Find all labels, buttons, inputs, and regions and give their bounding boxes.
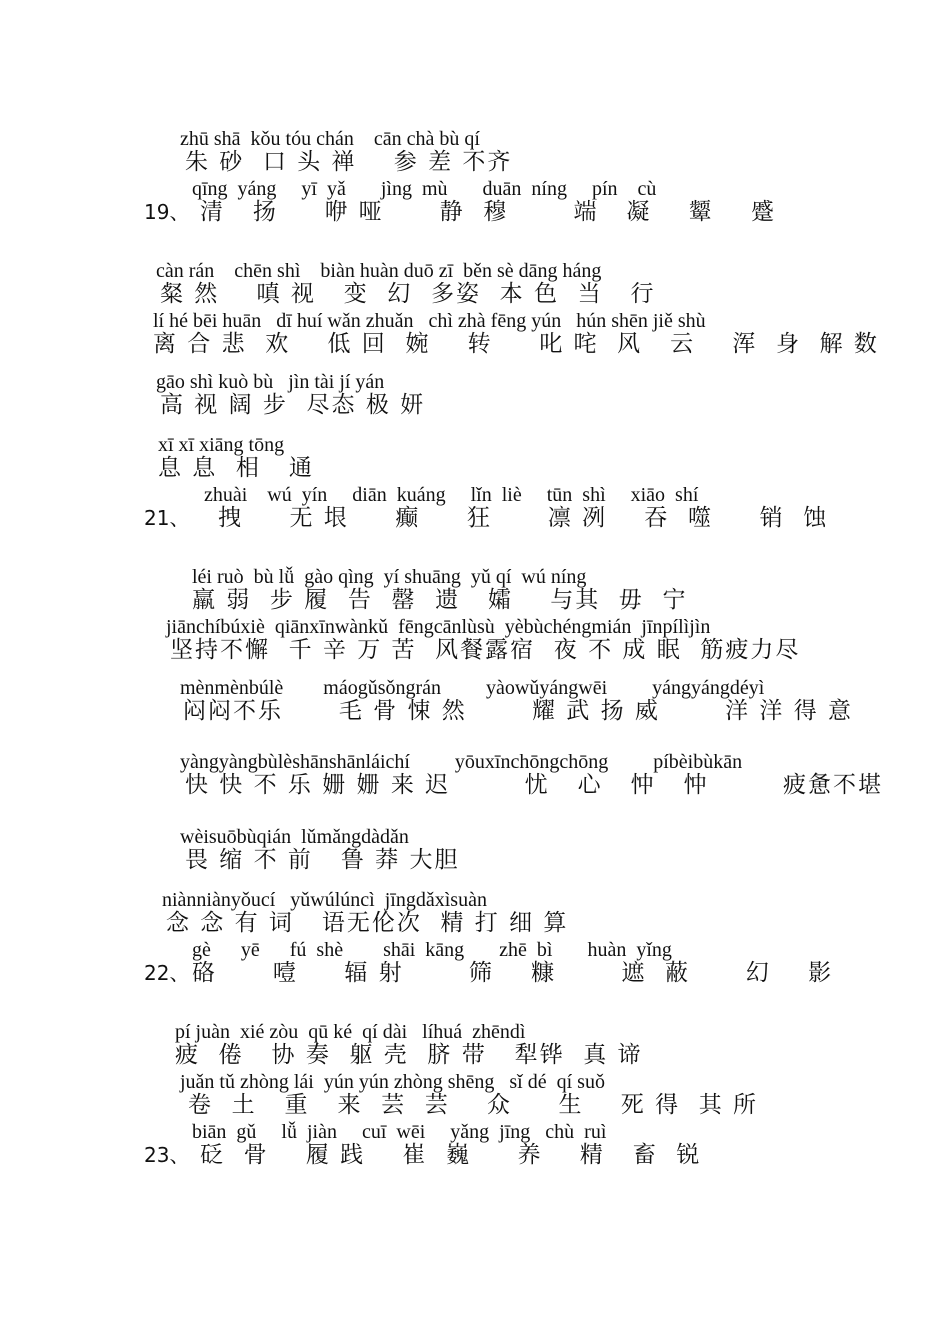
pinyin-line: wèisuōbùqián lǔmǎngdàdǎn bbox=[180, 826, 409, 848]
pinyin-line: lí hé bēi huān dī huí wǎn zhuǎn chì zhà fēng yún hún shēn jiě shù bbox=[153, 310, 706, 332]
hanzi-line: 离 合 悲 欢 低 回 婉 转 叱 咤 风 云 浑 身 解 数 bbox=[153, 331, 879, 357]
hanzi-line: 闷闷不乐 毛 骨 悚 然 耀 武 扬 威 洋 洋 得 意 bbox=[183, 698, 854, 724]
item-number: 23、 bbox=[144, 1143, 190, 1167]
pinyin-line: niànniànyǒucí yǔwúlúncì jīngdǎxìsuàn bbox=[162, 889, 487, 911]
pinyin-line: jiānchíbúxiè qiānxīnwànkǔ fēngcānlùsù yèbùchéngmián jīnpílìjìn bbox=[166, 616, 711, 638]
item-number: 21、 bbox=[144, 506, 190, 530]
pinyin-line: xī xī xiāng tōng bbox=[158, 434, 285, 456]
hanzi-line: 粲 然 嗔 视 变 幻 多姿 本 色 当 行 bbox=[160, 281, 656, 307]
hanzi-line: 清 扬 咿 哑 静 穆 端 凝 颦 蹙 bbox=[200, 199, 776, 225]
hanzi-line: 砭 骨 履 践 崔 巍 养 精 畜 锐 bbox=[200, 1142, 702, 1168]
hanzi-line: 疲 倦 协 奏 躯 壳 脐 带 犁铧 真 谛 bbox=[175, 1042, 643, 1068]
hanzi-line: 拽 无 垠 癫 狂 凛 冽 吞 噬 销 蚀 bbox=[218, 505, 829, 531]
pinyin-line: gāo shì kuò bù jìn tài jí yán bbox=[156, 371, 385, 393]
pinyin-line: mènmènbúlè máogǔsǒngrán yàowǔyángwēi yángyángdéyì bbox=[180, 677, 765, 699]
pinyin-line: yàngyàngbùlèshānshānláichí yōuxīnchōngchōng píbèibùkān bbox=[180, 751, 743, 773]
pinyin-line: zhū shā kǒu tóu chán cān chà bù qí bbox=[180, 128, 480, 150]
hanzi-line: 高 视 阔 步 尽态 极 妍 bbox=[160, 392, 426, 418]
pinyin-line: zhuài wú yín diān kuáng lǐn liè tūn shì xiāo shí bbox=[204, 484, 699, 506]
hanzi-line: 快 快 不 乐 姗 姗 来 迟 忧 心 忡 忡 疲惫不堪 bbox=[185, 772, 883, 798]
hanzi-line: 念 念 有 词 语无伦次 精 打 细 算 bbox=[166, 910, 569, 936]
hanzi-line: 硌 噎 辐 射 筛 糠 遮 蔽 幻 影 bbox=[192, 960, 834, 986]
pinyin-line: qīng yáng yī yǎ jìng mù duān níng pín cù bbox=[192, 178, 657, 200]
pinyin-line: juǎn tǔ zhòng lái yún yún zhòng shēng sǐ dé qí suǒ bbox=[180, 1071, 605, 1093]
hanzi-line: 羸 弱 步 履 告 罄 遗 孀 与其 毋 宁 bbox=[192, 587, 688, 613]
pinyin-line: càn rán chēn shì biàn huàn duō zī běn sè dāng háng bbox=[156, 260, 602, 282]
hanzi-line: 坚持不懈 千 辛 万 苦 风餐露宿 夜 不 成 眠 筋疲力尽 bbox=[170, 637, 801, 663]
hanzi-line: 卷 土 重 来 芸 芸 众 生 死 得 其 所 bbox=[188, 1092, 759, 1118]
item-number: 22、 bbox=[144, 961, 190, 985]
pinyin-line: gè yē fú shè shāi kāng zhē bì huàn yǐng bbox=[192, 939, 672, 961]
item-number: 19、 bbox=[144, 200, 190, 224]
hanzi-line: 畏 缩 不 前 鲁 莽 大胆 bbox=[185, 847, 460, 873]
pinyin-line: pí juàn xié zòu qū ké qí dài líhuá zhēndì bbox=[175, 1021, 526, 1043]
pinyin-line: biān gǔ lǚ jiàn cuī wēi yǎng jīng chù ruì bbox=[192, 1121, 607, 1143]
pinyin-line: léi ruò bù lǚ gào qìng yí shuāng yǔ qí wú níng bbox=[192, 566, 587, 588]
hanzi-line: 息 息 相 通 bbox=[158, 455, 314, 481]
hanzi-line: 朱 砂 口 头 禅 参 差 不齐 bbox=[185, 149, 513, 175]
